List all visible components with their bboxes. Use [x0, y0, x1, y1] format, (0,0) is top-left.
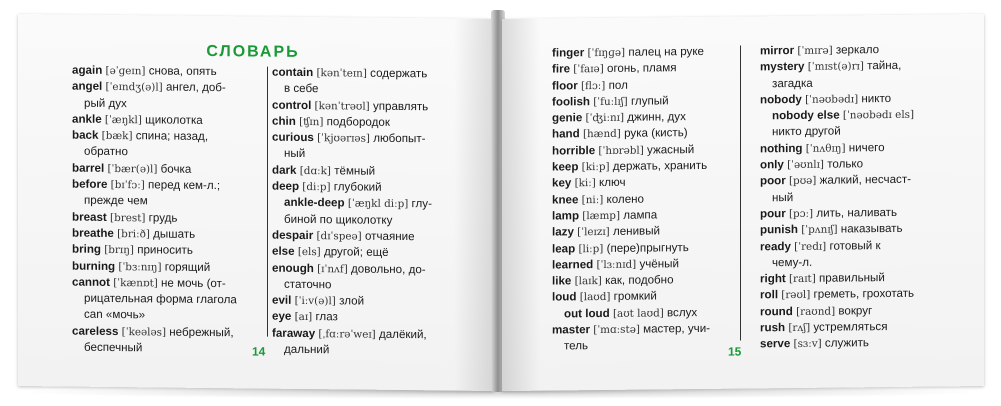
entry-transcription: [ˈkeələs]: [121, 325, 167, 339]
entry-translation: глаз: [315, 310, 338, 324]
entry-transcription: [raɪt]: [789, 272, 816, 286]
entry-transcription: [bɪˈfɔː]: [110, 179, 145, 192]
entry-transcription: [flɔː]: [581, 79, 606, 92]
entry-word: rush: [760, 321, 786, 335]
entry-word: breathe: [72, 226, 114, 240]
entry-transcription: [kiːp]: [581, 160, 610, 174]
entry-translation: лампа: [623, 208, 658, 222]
entry-translation: отчаяние: [364, 229, 415, 244]
dictionary-entry: [272, 244, 476, 262]
entry-translation: ужасный: [647, 142, 695, 157]
entry-translation: правильный: [819, 271, 885, 285]
entry-translation: биной по щиколотку: [284, 212, 393, 227]
entry-transcription: [pɔː]: [789, 207, 814, 221]
entry-continuation: [272, 342, 476, 360]
entry-translation: никто другой: [772, 124, 841, 139]
entry-translation: палец на руке: [628, 44, 704, 59]
entry-translation: как, подобно: [605, 273, 674, 288]
entry-translation: дышать: [153, 227, 196, 241]
page-number-left: 14: [252, 344, 266, 359]
entry-translation: лить, наливать: [816, 205, 898, 220]
entry-word: cannot: [72, 275, 111, 289]
entry-translation: громкий: [613, 289, 657, 304]
entry-translation: довольно, до-: [351, 262, 426, 276]
entry-word: fire: [552, 62, 571, 76]
entry-translation: пол: [608, 78, 628, 92]
entry-transcription: [kənˈteɪn]: [316, 67, 367, 80]
entry-word: floor: [552, 78, 578, 93]
entry-continuation: [272, 81, 476, 99]
entry-translation: тёмный: [334, 164, 376, 178]
entry-transcription: [rəʊl]: [781, 289, 811, 302]
entry-transcription: [rʌʃ]: [788, 321, 811, 335]
entry-word: round: [760, 304, 793, 319]
entry-translation: ангел, доб-: [165, 80, 226, 95]
entry-transcription: [hænd]: [582, 128, 621, 141]
entry-transcription: [ˈfɪŋɡə]: [587, 46, 626, 60]
entry-word: mystery: [760, 60, 805, 74]
entry-word: breast: [72, 210, 107, 224]
entry-transcription: [ˈæŋkl diːp]: [347, 197, 409, 211]
entry-translation: вслух: [667, 305, 698, 320]
entry-word: nobody else: [772, 108, 840, 123]
dictionary-entry: [72, 242, 272, 260]
entry-translation: глу-: [411, 197, 432, 211]
entry-translation: спина; назад,: [135, 129, 209, 144]
entry-translation: can «мочь»: [84, 308, 146, 322]
entry-translation: управлять: [372, 99, 429, 113]
entry-translation: перед кем-л.;: [148, 178, 221, 193]
entry-word: chin: [272, 114, 296, 128]
entry-transcription: [laʊd]: [579, 291, 611, 304]
entry-word: angel: [72, 79, 103, 94]
entry-word: evil: [272, 293, 292, 308]
entry-transcription: [els]: [297, 246, 321, 259]
entry-translation: греметь, грохотать: [813, 287, 915, 302]
entry-translation: ключ: [599, 176, 626, 190]
entry-word: bring: [72, 242, 101, 257]
entry-transcription: [ˈredɪ]: [794, 240, 827, 253]
entry-transcription: [kənˈtrəʊl]: [314, 99, 370, 113]
entry-word: master: [552, 323, 591, 337]
entry-transcription: [ˈnʌθɪŋ]: [805, 142, 846, 155]
entry-word: burning: [72, 259, 116, 273]
entry-transcription: [əˈɡeɪn]: [105, 64, 146, 78]
dictionary-entry: [272, 195, 476, 213]
entry-translation: горящий: [164, 260, 211, 274]
column-1: [72, 63, 272, 358]
entry-transcription: [ˈfuːlɪʃ]: [593, 95, 628, 108]
entry-translation: устремляться: [813, 320, 888, 334]
entry-word: back: [72, 128, 99, 143]
entry-translation: ный: [772, 190, 794, 204]
entry-translation: служить: [824, 336, 869, 351]
entry-translation: содержать: [370, 66, 428, 81]
entry-translation: снова, опять: [148, 64, 217, 79]
entry-translation: колено: [606, 192, 644, 206]
entry-transcription: [ˈbær(ə)l]: [107, 162, 158, 176]
entry-translation: (пере)прыгнуть: [606, 240, 689, 255]
entry-word: loud: [552, 290, 577, 304]
entry-translation: другой; ещё: [323, 245, 389, 260]
entry-translation: ленивый: [612, 224, 661, 239]
entry-transcription: [ˈiːv(ə)l]: [294, 295, 336, 308]
entry-transcription: [niː]: [581, 193, 604, 206]
entry-translation: рицательная форма глагола: [84, 291, 237, 307]
entry-transcription: [ˈkænɒt]: [113, 276, 158, 290]
entry-word: keep: [552, 160, 579, 174]
entry-word: mirror: [760, 43, 795, 58]
entry-translation: прежде чем: [84, 194, 148, 208]
dictionary-entry: [272, 260, 476, 278]
entry-translation: вокруг: [838, 303, 873, 318]
dictionary-entry: [72, 258, 272, 276]
entry-translation: тайна,: [867, 59, 902, 73]
entry-word: dark: [272, 163, 297, 177]
entry-word: leap: [552, 241, 576, 256]
entry-transcription: [briːð]: [117, 228, 150, 241]
entry-transcription: [laɪk]: [574, 275, 602, 288]
entry-word: punish: [760, 223, 798, 237]
entry-word: lamp: [552, 209, 580, 223]
entry-translation: чему-л.: [772, 255, 813, 270]
column-3: [552, 43, 752, 355]
dictionary-entry: [72, 79, 272, 97]
entry-transcription: [ˈmɪrə]: [797, 44, 833, 57]
entry-word: careless: [72, 324, 119, 338]
entry-transcription: [ʧɪn]: [299, 115, 324, 129]
entry-transcription: [liːp]: [578, 242, 604, 255]
entry-translation: рука (кисть): [624, 126, 688, 141]
entry-transcription: [bæk]: [101, 130, 133, 143]
entry-translation: щиколотка: [145, 113, 203, 127]
entry-translation: готовый к: [829, 238, 881, 253]
entry-word: enough: [272, 261, 314, 275]
entry-word: else: [272, 244, 295, 259]
entry-word: ankle: [72, 112, 102, 126]
dictionary-entry: [72, 209, 272, 227]
entry-word: curious: [272, 130, 314, 145]
entry-translation: тель: [564, 339, 589, 353]
entry-transcription: [dɪˈspeə]: [316, 230, 362, 243]
entry-word: key: [552, 176, 572, 190]
entry-word: serve: [760, 337, 791, 351]
entry-transcription: [aɪ]: [294, 311, 313, 324]
entry-translation: держать, хранить: [612, 158, 708, 173]
entry-transcription: [ˈhɒrəbl]: [598, 144, 644, 157]
entry-word: learned: [552, 257, 594, 272]
entry-translation: глубокий: [333, 180, 382, 194]
entry-transcription: [ˈnəʊbədɪ]: [805, 93, 859, 106]
entry-transcription: [ˈleɪzɪ]: [577, 226, 610, 239]
entry-word: like: [552, 274, 572, 288]
entry-transcription: [dɑːk]: [299, 164, 331, 178]
entry-translation: статочно: [284, 277, 332, 292]
entry-translation: мастер, учи-: [643, 321, 711, 336]
entry-translation: бочка: [160, 162, 192, 176]
entry-word: barrel: [72, 161, 105, 175]
entry-word: despair: [272, 228, 314, 243]
entry-translation: не мочь (от-: [161, 276, 226, 291]
entry-transcription: [ˌfɑːrəˈweɪ]: [318, 327, 376, 341]
entry-transcription: [diːp]: [302, 181, 331, 194]
entry-translation: любопыт-: [373, 131, 426, 146]
entry-word: horrible: [552, 143, 596, 158]
entry-word: nothing: [760, 141, 803, 156]
entry-transcription: [kiː]: [574, 177, 596, 190]
entry-word: before: [72, 177, 108, 192]
entry-word: only: [760, 158, 784, 172]
entry-word: control: [272, 98, 312, 112]
entry-translation: рый дух: [84, 96, 127, 110]
entry-transcription: [aʊt laʊd]: [612, 307, 664, 320]
entry-word: out loud: [564, 306, 610, 321]
entry-word: genie: [552, 111, 583, 125]
entry-continuation: [272, 146, 476, 164]
column-4: [760, 41, 960, 353]
entry-transcription: [ˈkjʊərɪəs]: [317, 132, 370, 145]
entry-transcription: [ˈmɑːstə]: [593, 323, 640, 337]
entry-word: knee: [552, 192, 579, 207]
entry-translation: никто: [861, 91, 892, 106]
entry-word: eye: [272, 310, 292, 324]
entry-transcription: [læmp]: [582, 209, 620, 223]
entry-word: poor: [760, 174, 786, 188]
entry-transcription: [ˈmɪst(ə)rɪ]: [807, 60, 864, 74]
entry-continuation: [72, 95, 272, 113]
entry-translation: дальний: [284, 342, 330, 357]
entry-translation: далёкий,: [378, 327, 427, 342]
page-number-right: 15: [728, 344, 742, 359]
entry-word: foolish: [552, 95, 590, 109]
entry-continuation: [72, 307, 272, 325]
entry-translation: глупый: [630, 94, 669, 108]
page-right: [502, 14, 984, 391]
entry-continuation: [552, 337, 752, 355]
entry-transcription: [ˈfaɪə]: [573, 63, 604, 76]
page-left: [18, 14, 494, 391]
entry-translation: обратно: [84, 145, 128, 159]
entry-transcription: [ˈbɜːnɪŋ]: [118, 260, 162, 274]
entry-word: ankle-deep: [284, 196, 345, 210]
column-divider-right: [740, 46, 741, 341]
entry-translation: приносить: [137, 243, 193, 258]
entry-translation: учёный: [639, 257, 679, 271]
entry-translation: наказывать: [840, 222, 903, 236]
column-divider-left: [267, 67, 268, 337]
dictionary-entry: [760, 335, 960, 353]
entry-word: deep: [272, 179, 300, 194]
entry-translation: злой: [339, 294, 365, 308]
entry-word: roll: [760, 288, 779, 302]
entry-translation: в себе: [284, 82, 319, 96]
entry-word: pour: [760, 207, 786, 221]
entry-word: nobody: [760, 92, 802, 107]
entry-continuation: [72, 144, 272, 162]
entry-continuation: [72, 340, 272, 358]
column-2: [272, 65, 476, 360]
entry-word: contain: [272, 65, 314, 80]
entry-transcription: [ˈʤiːnɪ]: [585, 111, 625, 125]
entry-transcription: [raʊnd]: [796, 305, 836, 318]
entry-translation: ничего: [848, 140, 885, 155]
entry-transcription: [ˈlɜːnɪd]: [596, 258, 637, 271]
entry-translation: только: [827, 157, 864, 171]
entry-translation: загадка: [772, 76, 813, 90]
entry-transcription: [ˈəʊnlɪ]: [787, 158, 824, 172]
entry-word: ready: [760, 239, 791, 253]
entry-word: faraway: [272, 326, 316, 340]
entry-translation: огонь, пламя: [607, 61, 677, 76]
entry-word: lazy: [552, 225, 574, 239]
dictionary-title: СЛОВАРЬ: [206, 42, 300, 61]
entry-word: hand: [552, 127, 580, 142]
entry-word: right: [760, 272, 786, 286]
entry-transcription: [ˈnəʊbədɪ els]: [842, 108, 915, 122]
entry-translation: подбородок: [326, 115, 390, 129]
entry-translation: зеркало: [835, 43, 880, 57]
entry-transcription: [ˈpʌnɪʃ]: [801, 223, 838, 237]
dictionary-entry: [272, 97, 476, 115]
entry-transcription: [ˈæŋkl]: [104, 113, 142, 127]
entry-word: again: [72, 63, 103, 77]
entry-translation: жалкий, несчаст-: [819, 173, 912, 188]
entry-translation: небрежный,: [169, 325, 234, 340]
entry-translation: ный: [284, 147, 306, 161]
entry-translation: грудь: [148, 211, 178, 225]
entry-word: finger: [552, 46, 585, 60]
entry-transcription: [brest]: [110, 211, 146, 225]
dictionary-entry: [272, 309, 476, 327]
entry-translation: беспечный: [84, 340, 143, 355]
entry-transcription: [ɪˈnʌf]: [317, 262, 348, 276]
entry-transcription: [pʊə]: [789, 175, 817, 188]
entry-transcription: [ˈeɪndʒ(ə)l]: [105, 81, 163, 94]
entry-continuation: [72, 193, 272, 211]
entry-transcription: [brɪŋ]: [104, 244, 134, 257]
entry-translation: джинн, дух: [627, 110, 686, 124]
entry-transcription: [sɜːv]: [793, 338, 822, 351]
